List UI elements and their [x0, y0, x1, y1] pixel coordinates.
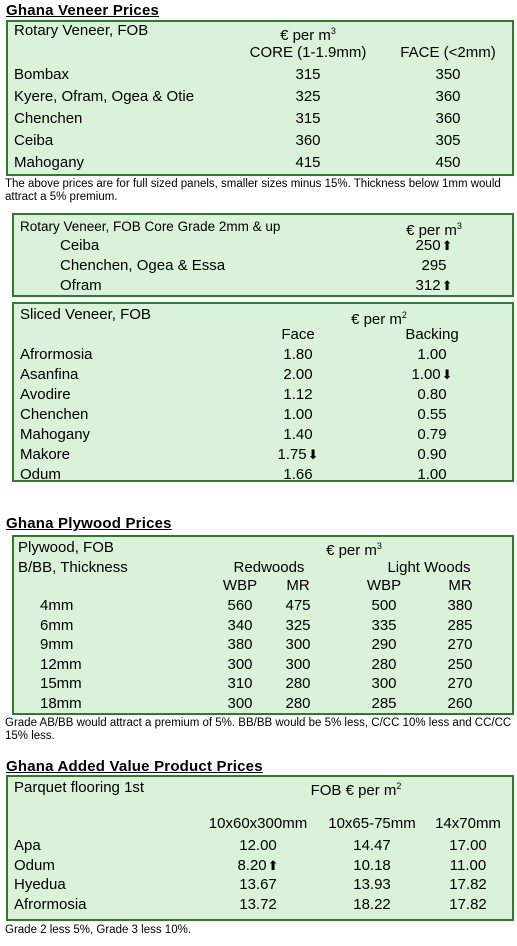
sliced-row-backing-text: 0.55 [417, 406, 447, 423]
sliced-row-name-text: Chenchen [20, 406, 89, 423]
grade-row-price-text: 250 [415, 237, 441, 254]
plywood-col-header [448, 577, 471, 595]
plywood-row-size-text: 6mm [40, 616, 74, 634]
sliced-row-name [20, 446, 70, 464]
plywood-row-value [447, 695, 472, 713]
sliced-row-name-text: Odum [20, 466, 61, 483]
grade-row-price [421, 257, 446, 275]
sliced-col-backing: Backing [405, 326, 459, 343]
parquet-col-header [209, 815, 307, 833]
plywood-row-value-text: 280 [285, 694, 311, 712]
plywood-row-value [227, 597, 252, 615]
grade-row-name [60, 277, 102, 295]
parquet-title: Parquet flooring 1st [14, 779, 145, 796]
sliced-row-face [277, 446, 318, 464]
plywood-row-value [371, 617, 396, 635]
sliced-veneer-table [12, 302, 514, 482]
grade-title: Rotary Veneer, FOB Core Grade 2mm & up [20, 219, 281, 234]
sliced-row-backing-text: 0.80 [417, 386, 447, 403]
plywood-row-value [371, 656, 396, 674]
parquet-row-value-text: 13.93 [353, 876, 391, 893]
parquet-row-value [449, 837, 487, 855]
sliced-row-backing [411, 366, 452, 384]
sliced-row-face-text: 1.00 [283, 406, 313, 423]
plywood-row-size-text: 9mm [40, 636, 74, 653]
sliced-row-face-text: 1.80 [283, 346, 313, 363]
parquet-row-name-text: Apa [14, 837, 41, 854]
veneer-note: The above prices are for full sized panels, smaller sizes minus 15%. Thickness below 1mm would attract a 5% premium. [5, 178, 501, 203]
parquet-row-name [14, 857, 55, 875]
rotary-row-core [295, 66, 320, 84]
rotary-row-core-text: 415 [295, 154, 321, 171]
sliced-row-name-text: Makore [20, 446, 71, 463]
rotary-row-name-text: Ceiba [14, 132, 54, 149]
sliced-row-name-text: Asanfina [20, 366, 79, 383]
sliced-row-backing-text: 0.90 [417, 446, 447, 463]
sliced-row-name [20, 346, 93, 364]
plywood-row-value-text: 250 [447, 655, 473, 673]
plywood-row-value [285, 597, 310, 615]
sliced-row-backing [417, 466, 446, 484]
plywood-row-value [285, 675, 310, 693]
rotary-row-name-text: Bombax [14, 66, 70, 83]
plywood-row-value [227, 617, 252, 635]
rotary-veneer-table [6, 20, 514, 176]
sliced-col-face: Face [281, 326, 315, 343]
rotary-row-face [435, 132, 460, 150]
plywood-row-value-text: 560 [227, 597, 253, 614]
parquet-col-header-text: 10x60x300mm [208, 815, 308, 832]
rotary-row-face-text: 305 [435, 132, 461, 149]
sliced-row-backing [417, 406, 446, 424]
plywood-group-lightwoods: Light Woods [387, 559, 471, 576]
parquet-row-value-text: 17.82 [449, 876, 487, 893]
rotary-row-face [435, 88, 460, 106]
parquet-row-value-text: 18.22 [353, 895, 391, 913]
parquet-row-value [449, 896, 487, 914]
rotary-row-face [435, 110, 460, 128]
sliced-row-backing [417, 446, 446, 464]
plywood-row-value [227, 695, 252, 713]
sliced-row-backing-text: 1.00 [417, 466, 447, 483]
down-arrow-icon: ⬇ [307, 447, 319, 462]
parquet-row-value [353, 896, 391, 914]
grade-row-name-text: Chenchen, Ogea & Essa [60, 257, 226, 274]
sliced-row-name [20, 406, 88, 424]
sliced-row-name-text: Avodire [20, 386, 71, 403]
sliced-row-name [20, 366, 78, 384]
plywood-row-value-text: 290 [371, 636, 397, 653]
plywood-row-size-text: 18mm [40, 694, 82, 712]
plywood-row-value-text: 300 [285, 655, 311, 673]
plywood-row-size-text: 4mm [40, 597, 74, 614]
sliced-row-name [20, 466, 61, 484]
sliced-row-face [283, 346, 312, 364]
parquet-col-header-text: 14x70mm [435, 815, 501, 832]
plywood-row-value-text: 280 [285, 675, 311, 692]
parquet-col-header [435, 815, 501, 833]
plywood-title: Plywood, FOB [18, 539, 114, 556]
rotary-row-core [295, 110, 320, 128]
rotary-row-name [14, 110, 82, 128]
rotary-col-face: FACE (<2mm) [400, 44, 496, 61]
grade-row-price [416, 237, 453, 255]
grade-row-price [416, 277, 453, 295]
plywood-row-value-text: 300 [371, 675, 397, 692]
up-arrow-icon: ⬆ [441, 278, 453, 293]
parquet-col-header-text: 10x65-75mm [328, 815, 416, 832]
rotary-row-core [295, 154, 320, 172]
plywood-row-value-text: 270 [447, 675, 473, 692]
sliced-row-face [283, 386, 312, 404]
plywood-row-value-text: 300 [227, 655, 253, 673]
parquet-row-value [239, 896, 277, 914]
rotary-col-core: CORE (1-1.9mm) [249, 44, 367, 61]
sliced-row-face [283, 466, 312, 484]
sliced-row-face [283, 366, 312, 384]
parquet-row-value [353, 837, 391, 855]
grade-row-price-text: 312 [415, 277, 441, 294]
grade-row-name-text: Ceiba [60, 237, 100, 254]
rotary-title: Rotary Veneer, FOB [14, 22, 149, 39]
parquet-row-value [449, 876, 487, 894]
parquet-row-value-text: 10.18 [353, 856, 391, 874]
plywood-row-value [447, 636, 472, 654]
rotary-row-core [295, 88, 320, 106]
plywood-row-value [285, 617, 310, 635]
plywood-row-value [447, 675, 472, 693]
sliced-row-face-text: 1.12 [283, 386, 313, 403]
plywood-note: Grade AB/BB would attract a premium of 5%. BB/BB would be 5% less, C/CC 10% less and CC/CC 15% less. [5, 717, 512, 742]
plywood-row-value-text: 335 [371, 616, 397, 634]
sliced-row-name [20, 426, 90, 444]
parquet-row-value [237, 857, 278, 875]
parquet-table [6, 775, 514, 921]
sliced-unit: € per $m^2$ [351, 310, 407, 328]
sliced-row-backing-text: 1.00 [417, 346, 447, 363]
rotary-row-face-text: 360 [435, 88, 461, 105]
parquet-row-value-text: 13.72 [239, 895, 277, 913]
plywood-row-value-text: 285 [371, 694, 397, 712]
plywood-heading: Ghana Plywood Prices [6, 515, 172, 532]
parquet-row-value [450, 857, 486, 875]
parquet-row-value [353, 857, 391, 875]
rotary-unit: € per $m^3$ [280, 26, 336, 44]
parquet-row-value-text: 11.00 [449, 856, 487, 874]
rotary-row-face-text: 450 [435, 154, 461, 171]
sliced-row-backing [417, 346, 446, 364]
sliced-row-backing [417, 426, 446, 444]
sliced-row-name-text: Mahogany [20, 426, 91, 443]
parquet-row-value [239, 876, 277, 894]
plywood-row-value [371, 695, 396, 713]
plywood-col-header-text: WBP [222, 577, 258, 594]
rotary-row-name [14, 132, 53, 150]
grade-row-name [60, 237, 99, 255]
parquet-row-value-text: 8.20 [237, 856, 267, 874]
plywood-row-value [371, 675, 396, 693]
added-note: Grade 2 less 5%, Grade 3 less 10%. [5, 924, 192, 936]
plywood-table [12, 535, 514, 715]
plywood-row-value [447, 617, 472, 635]
plywood-row-value [447, 597, 472, 615]
grade-row-name [60, 257, 225, 275]
plywood-row-value-text: 310 [227, 675, 253, 692]
rotary-row-name [14, 88, 194, 106]
sliced-row-name [20, 386, 71, 404]
parquet-col-header [328, 815, 416, 833]
rotary-row-face [435, 154, 460, 172]
plywood-row-size [40, 617, 73, 635]
plywood-group-redwoods: Redwoods [233, 559, 305, 576]
parquet-row-name [14, 837, 41, 855]
rotary-row-name-text: Chenchen [14, 110, 83, 127]
plywood-col-header-text: WBP [366, 577, 402, 594]
plywood-row-value [447, 656, 472, 674]
plywood-row-value [285, 656, 310, 674]
sliced-title: Sliced Veneer, FOB [20, 306, 151, 323]
plywood-row-value [227, 675, 252, 693]
plywood-row-value-text: 475 [285, 597, 311, 614]
up-arrow-icon: ⬆ [267, 857, 279, 873]
plywood-unit: € per $m^3$ [326, 541, 382, 559]
plywood-row-value-text: 280 [371, 655, 397, 673]
rotary-row-name-text: Mahogany [14, 154, 85, 171]
rotary-row-core-text: 360 [295, 132, 321, 149]
plywood-row-value-text: 380 [447, 597, 473, 614]
plywood-row-value-text: 260 [447, 694, 473, 712]
plywood-row-value [371, 636, 396, 654]
rotary-row-face [435, 66, 460, 84]
plywood-row-value-text: 285 [447, 616, 473, 634]
rotary-row-face-text: 350 [435, 66, 461, 83]
plywood-row-value-text: 300 [227, 694, 253, 712]
sliced-row-face-text: 1.40 [283, 426, 313, 443]
plywood-row-value [227, 636, 252, 654]
rotary-row-name [14, 154, 84, 172]
plywood-row-size-text: 15mm [40, 675, 82, 692]
plywood-row-value [227, 656, 252, 674]
plywood-subtitle: B/BB, Thickness [18, 559, 128, 576]
parquet-row-name-text: Hyedua [14, 876, 66, 893]
parquet-row-value-text: 13.67 [239, 876, 277, 893]
parquet-row-value-text: 17.82 [449, 895, 487, 913]
plywood-col-header [367, 577, 401, 595]
rotary-row-core-text: 325 [295, 88, 321, 105]
down-arrow-icon: ⬇ [441, 367, 453, 382]
plywood-row-value-text: 500 [371, 597, 397, 614]
rotary-row-core-text: 315 [295, 110, 321, 127]
plywood-row-size [40, 656, 82, 674]
parquet-row-value [239, 837, 277, 855]
veneer-heading: Ghana Veneer Prices [6, 2, 160, 19]
plywood-row-value [285, 636, 310, 654]
up-arrow-icon: ⬆ [441, 238, 453, 253]
parquet-row-value-text: 17.00 [449, 837, 487, 854]
parquet-row-value-text: 14.47 [353, 837, 391, 854]
grade-row-name-text: Ofram [60, 277, 102, 294]
parquet-row-name-text: Afrormosia [14, 895, 87, 913]
plywood-row-size-text: 12mm [40, 655, 82, 673]
parquet-row-name-text: Odum [14, 856, 55, 874]
plywood-col-header-text: MR [286, 577, 310, 594]
sliced-row-backing [417, 386, 446, 404]
plywood-row-value-text: 325 [285, 616, 311, 634]
plywood-row-value-text: 380 [227, 636, 253, 653]
plywood-row-size [40, 597, 73, 615]
added-value-heading: Ghana Added Value Product Prices [6, 758, 263, 775]
sliced-row-face-text: 1.66 [283, 466, 313, 483]
sliced-row-backing-text: 1.00 [411, 366, 441, 383]
plywood-row-value [285, 695, 310, 713]
plywood-row-size [40, 675, 82, 693]
plywood-row-value-text: 340 [227, 616, 253, 634]
rotary-row-core-text: 315 [295, 66, 321, 83]
plywood-col-header-text: MR [448, 577, 472, 594]
sliced-row-face [283, 406, 312, 424]
plywood-row-value-text: 300 [285, 636, 311, 653]
rotary-grade-table [12, 213, 514, 297]
plywood-row-size [40, 695, 82, 713]
parquet-unit: FOB € per $m^2$ [310, 781, 402, 799]
sliced-row-name-text: Afrormosia [20, 346, 93, 363]
sliced-row-face [283, 426, 312, 444]
parquet-row-value [353, 876, 391, 894]
grade-row-price-text: 295 [421, 257, 447, 274]
plywood-row-value [371, 597, 396, 615]
rotary-row-core [295, 132, 320, 150]
grade-unit: € per $m^3$ [406, 221, 462, 239]
plywood-col-header [286, 577, 309, 595]
sliced-row-face-text: 2.00 [283, 366, 313, 383]
rotary-row-name [14, 66, 69, 84]
rotary-row-face-text: 360 [435, 110, 461, 127]
parquet-row-value-text: 12.00 [239, 837, 277, 854]
sliced-row-face-text: 1.75 [277, 446, 307, 463]
rotary-row-name-text: Kyere, Ofram, Ogea & Otie [14, 88, 195, 105]
parquet-row-name [14, 896, 87, 914]
sliced-row-backing-text: 0.79 [417, 426, 447, 443]
plywood-col-header [223, 577, 257, 595]
plywood-row-value-text: 270 [447, 636, 473, 653]
parquet-row-name [14, 876, 66, 894]
plywood-row-size [40, 636, 73, 654]
